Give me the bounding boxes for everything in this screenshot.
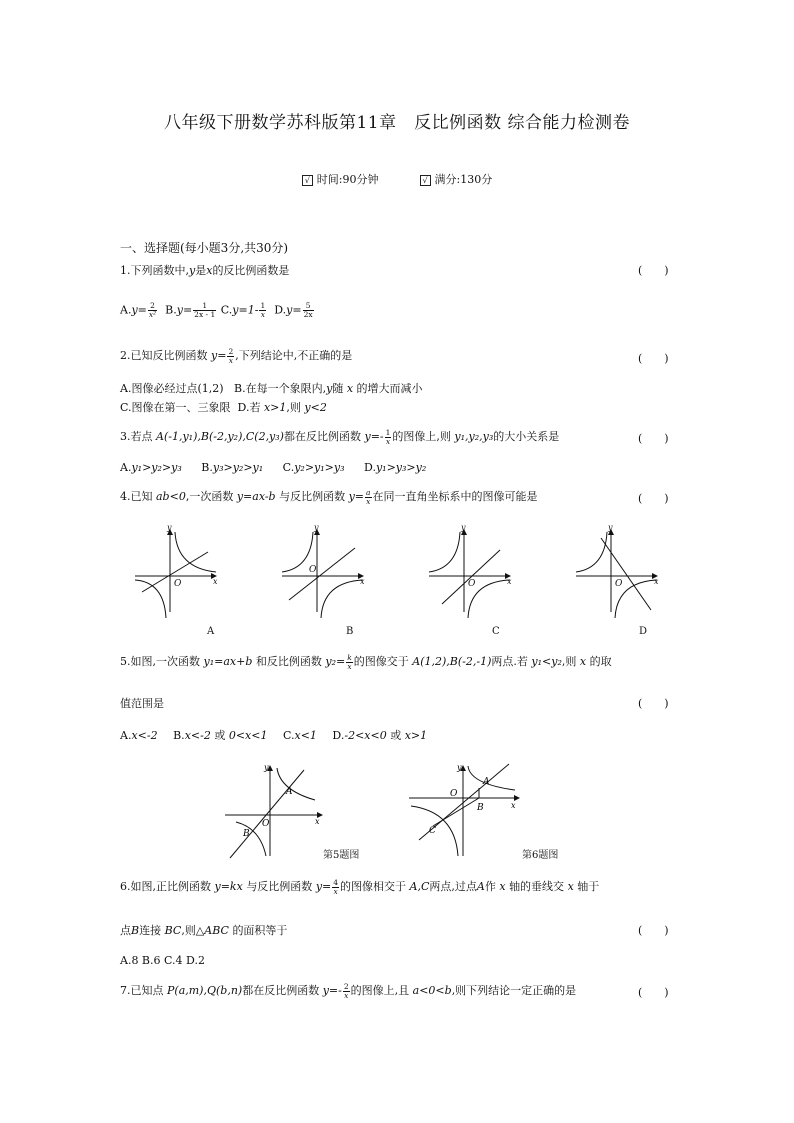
answer-blank: ( ) — [638, 924, 669, 937]
y-axis-label: y — [167, 523, 172, 532]
answer-blank: ( ) — [638, 352, 669, 365]
point-b-label: B — [477, 803, 484, 813]
graph-option-d — [576, 523, 659, 637]
page-title: 八年级下册数学苏科版第11章 反比例函数 综合能力检测卷 — [163, 113, 631, 133]
question-4-graphs — [120, 520, 680, 650]
y-axis-label: y — [314, 523, 319, 532]
question-7: 7.已知点 P(a,m),Q(b,n)都在反比例函数 y=- $\frac{2}{x}$ 的图像上,且 a<0<b,则下列结论一定正确的是 — [120, 981, 577, 1000]
question-5-line-2: 值范围是 — [120, 697, 164, 710]
checkbox-icon: √ — [302, 175, 313, 186]
question-4: 4.已知 ab<0,一次函数 y=ax-b 与反比例函数 y= $\frac{a}{x}$ 在同一直角坐标系中的图像可能是 — [120, 487, 538, 506]
question-3-options: A.y₁>y₂>y₃ B.y₃>y₂>y₁ C.y₂>y₁>y₃ D.y₁>y₃>y₂ — [120, 461, 427, 474]
answer-blank: ( ) — [638, 264, 669, 277]
exam-meta — [0, 171, 794, 187]
y-axis-label: y — [264, 763, 269, 772]
question-6-options: A.8 B.6 C.4 D.2 — [120, 954, 205, 967]
time-limit: 时间:90分钟 — [316, 173, 379, 186]
origin-label: O — [450, 789, 458, 799]
point-a-label: A — [286, 787, 293, 797]
question-5: 5.如图,一次函数 y₁=ax+b 和反比例函数 y₂= $\frac{k}{x}$ 的图像交于 A(1,2),B(-2,-1)两点.若 y₁<y₂,则 x 的取 — [120, 652, 612, 671]
y-axis-label: y — [457, 763, 462, 772]
question-2-option-cd: C.图像在第一、三象限 D.若 x>1,则 y<2 — [120, 401, 327, 414]
origin-label: O — [309, 565, 317, 575]
section-heading: 一、选择题(每小题3分,共30分) — [120, 241, 289, 255]
x-axis-label: x — [360, 577, 365, 586]
question-3: 3.若点 A(-1,y₁),B(-2,y₂),C(2,y₃)都在反比例函数 y=- $\frac{1}{x}$ 的图像上,则 y₁,y₂,y₃的大小关系是 — [120, 427, 560, 446]
x-axis-label: x — [511, 801, 516, 810]
figure-6-caption: 第6题图 — [522, 850, 559, 861]
point-a-label: A — [483, 777, 490, 787]
question-6: 6.如图,正比例函数 y=kx 与反比例函数 y= $\frac{4}{x}$ 的图像相交于 A,C两点,过点A作 x 轴的垂线交 x 轴于 — [120, 877, 600, 896]
figure-5 — [220, 760, 330, 860]
option-c-label: C — [492, 626, 500, 637]
x-axis-label: x — [213, 577, 218, 586]
graph-option-a — [135, 523, 218, 637]
x-axis-label: x — [654, 577, 659, 586]
answer-blank: ( ) — [638, 986, 669, 999]
graph-option-b — [282, 523, 365, 637]
origin-label: O — [615, 579, 623, 589]
answer-blank: ( ) — [638, 492, 669, 505]
question-6-line-2: 点B连接 BC,则△ABC 的面积等于 — [120, 924, 288, 937]
figure-5-caption: 第5题图 — [323, 850, 360, 861]
question-1-options: A.y= $\frac{2}{\text{x²}}$ B.y= $\frac{1}{2x - 1}$ C.y=1- $\frac{1}{x}$ D.y= $\frac{5}{2x}$ — [120, 301, 313, 319]
origin-label: O — [174, 579, 182, 589]
option-a-label: A — [207, 626, 215, 637]
y-axis-label: y — [461, 523, 466, 532]
answer-blank: ( ) — [638, 697, 669, 710]
point-c-label: C — [429, 826, 436, 836]
question-5-options: A.x<-2 B.x<-2 或 0<x<1 C.x<1 D.-2<x<0 或 x>1 — [120, 729, 428, 742]
full-score: 满分:130分 — [434, 173, 493, 186]
answer-blank: ( ) — [638, 432, 669, 445]
origin-label: O — [468, 579, 476, 589]
question-2: 2.已知反比例函数 y= $\frac{2}{x}$ ,下列结论中,不正确的是 — [120, 346, 353, 365]
graph-option-c — [429, 523, 512, 637]
option-b-label: B — [346, 626, 354, 637]
figure-6 — [405, 760, 525, 860]
y-axis-label: y — [608, 523, 613, 532]
x-axis-label: x — [507, 577, 512, 586]
point-b-label: B — [243, 829, 250, 839]
option-d-label: D — [639, 626, 648, 637]
question-2-option-ab: A.图像必经过点(1,2) B.在每一个象限内,y随 x 的增大而减小 — [120, 382, 423, 395]
question-1: 1.下列函数中,y是x的反比例函数是 — [120, 264, 290, 277]
checkbox-icon: √ — [420, 175, 431, 186]
origin-label: O — [262, 819, 270, 829]
x-axis-label: x — [315, 817, 320, 826]
